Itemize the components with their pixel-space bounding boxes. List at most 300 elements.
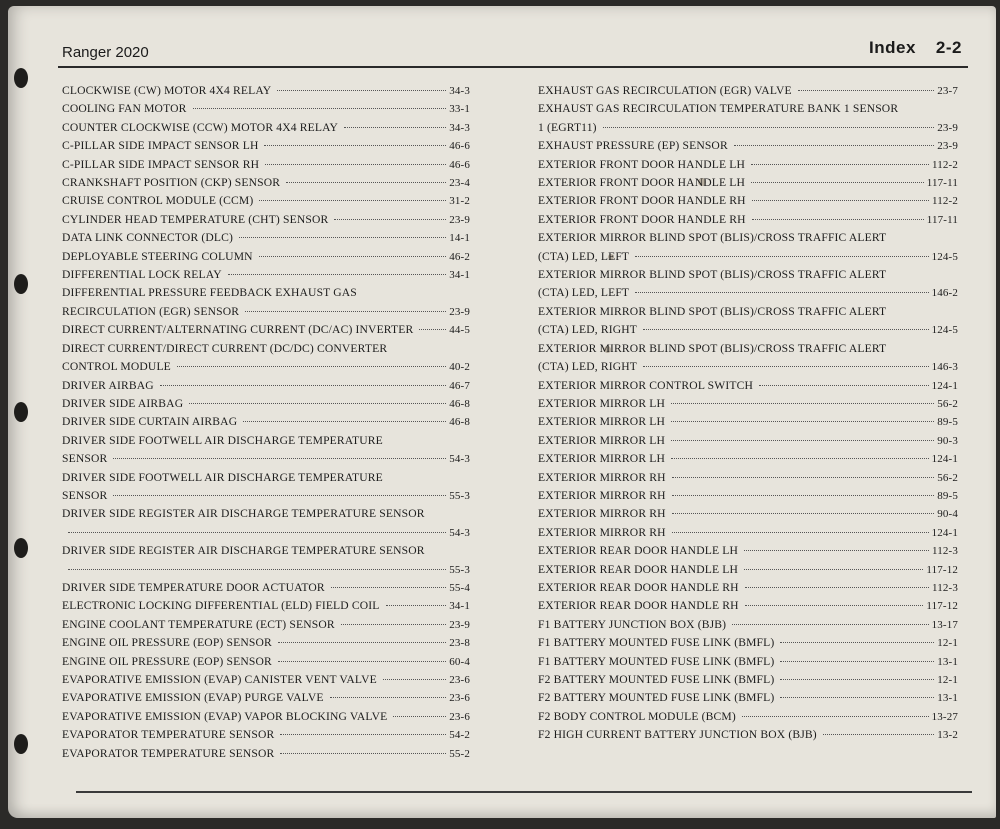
entry-name: F1 BATTERY MOUNTED FUSE LINK (BMFL) (538, 654, 775, 668)
leader-dots (603, 127, 935, 128)
page-header (58, 38, 978, 66)
entry-page-reference: 117-11 (926, 213, 958, 226)
entry-name: EVAPORATOR TEMPERATURE SENSOR (62, 746, 275, 760)
index-entry (62, 156, 470, 174)
entry-page-reference: 146-2 (931, 287, 958, 300)
binding-hole (14, 68, 28, 88)
entry-page-reference: 112-2 (931, 195, 958, 208)
index-entry (62, 377, 470, 395)
entry-title-line: DRIVER SIDE REGISTER AIR DISCHARGE TEMPERATURE SENSOR (62, 507, 425, 521)
leader-dots (280, 734, 446, 735)
index-entry (538, 689, 958, 707)
entry-page-reference: 31-2 (449, 195, 470, 208)
entry-name: EXTERIOR REAR DOOR HANDLE LH (538, 562, 738, 576)
leader-dots (671, 403, 934, 404)
leader-dots (334, 219, 446, 220)
entry-title-line: DIRECT CURRENT/DIRECT CURRENT (DC/DC) CONVERTER (62, 341, 388, 355)
entry-page-reference: 40-2 (449, 361, 470, 374)
leader-dots (68, 569, 446, 570)
index-entry (538, 211, 958, 229)
entry-row (538, 653, 958, 671)
entry-page-reference: 55-4 (449, 581, 470, 594)
leader-dots (189, 403, 446, 404)
entry-name: F1 BATTERY JUNCTION BOX (BJB) (538, 617, 727, 631)
entry-name: F2 BATTERY MOUNTED FUSE LINK (BMFL) (538, 691, 775, 705)
leader-dots (744, 569, 923, 570)
entry-page-reference: 33-1 (449, 103, 470, 116)
index-entry (538, 542, 958, 560)
entry-page-reference: 54-3 (449, 526, 470, 539)
leader-dots (259, 200, 446, 201)
entry-row (62, 156, 470, 174)
entry-page-reference: 117-11 (926, 177, 958, 190)
entry-name: CYLINDER HEAD TEMPERATURE (CHT) SENSOR (62, 212, 329, 226)
leader-dots (286, 182, 446, 183)
entry-title-line: EXTERIOR MIRROR BLIND SPOT (BLIS)/CROSS TRAFFIC ALERT (538, 341, 887, 355)
entry-name: CRANKSHAFT POSITION (CKP) SENSOR (62, 176, 281, 190)
entry-row (538, 505, 958, 523)
leader-dots (113, 495, 446, 496)
entry-row (538, 192, 958, 210)
vehicle-title: Ranger 2020 (62, 44, 149, 61)
entry-page-reference: 46-6 (449, 158, 470, 171)
entry-row (538, 487, 958, 505)
index-entry (62, 248, 470, 266)
entry-page-reference: 46-6 (449, 140, 470, 153)
entry-name: DIFFERENTIAL LOCK RELAY (62, 268, 222, 282)
entry-name: ELECTRONIC LOCKING DIFFERENTIAL (ELD) FIELD COIL (62, 599, 380, 613)
entry-name: EXTERIOR MIRROR LH (538, 415, 666, 429)
index-entry (538, 487, 958, 505)
entry-name: (CTA) LED, LEFT (538, 249, 630, 263)
index-entry (62, 192, 470, 210)
index-entry (62, 689, 470, 707)
entry-name: ENGINE OIL PRESSURE (EOP) SENSOR (62, 636, 272, 650)
entry-name: EXTERIOR MIRROR CONTROL SWITCH (538, 378, 754, 392)
entry-page-reference: 12-1 (937, 674, 958, 686)
entry-row (538, 395, 958, 413)
entry-name: EXTERIOR MIRROR LH (538, 396, 666, 410)
index-entry (62, 726, 470, 744)
leader-dots (752, 200, 929, 201)
index-entry (538, 671, 958, 689)
index-entry (538, 229, 958, 266)
entry-page-reference: 89-5 (937, 489, 958, 502)
entry-row (538, 726, 958, 744)
entry-page-reference: 23-7 (937, 85, 958, 97)
section-name: Index (869, 38, 916, 57)
index-entry (538, 156, 958, 174)
index-entry (538, 192, 958, 210)
entry-row (538, 156, 958, 174)
index-entry (538, 100, 958, 137)
leader-dots (751, 182, 924, 183)
index-entry (538, 524, 958, 542)
entry-name: CONTROL MODULE (62, 360, 171, 374)
leader-dots (752, 219, 924, 220)
index-entry (538, 303, 958, 340)
entry-page-reference: 13-1 (937, 692, 958, 705)
leader-dots (780, 679, 934, 680)
leader-dots (745, 587, 929, 588)
entry-row (62, 689, 470, 707)
entry-name: F1 BATTERY MOUNTED FUSE LINK (BMFL) (538, 636, 775, 650)
entry-name: (CTA) LED, RIGHT (538, 360, 638, 374)
right-index-column (538, 82, 958, 745)
entry-name: DIRECT CURRENT/ALTERNATING CURRENT (DC/AC) INVERTER (62, 323, 414, 337)
leader-dots (228, 274, 446, 275)
entry-page-reference: 90-4 (937, 508, 958, 521)
entry-page-reference: 112-2 (931, 158, 958, 171)
entry-row (538, 321, 958, 339)
entry-page-reference: 117-12 (926, 600, 958, 613)
entry-name: COOLING FAN MOTOR (62, 102, 187, 116)
entry-page-reference: 124-5 (931, 250, 958, 263)
binding-hole (14, 538, 28, 558)
entry-name: EXTERIOR MIRROR RH (538, 488, 666, 502)
index-entry (62, 671, 470, 689)
entry-name: EXTERIOR MIRROR RH (538, 525, 666, 539)
entry-page-reference: 13-27 (931, 710, 958, 723)
entry-row (538, 689, 958, 707)
header-rule (58, 66, 968, 68)
binding-hole (14, 274, 28, 294)
leader-dots (341, 624, 447, 625)
entry-name: EXTERIOR MIRROR LH (538, 452, 666, 466)
index-entry (62, 100, 470, 118)
entry-name: EXTERIOR MIRROR RH (538, 470, 666, 484)
entry-page-reference: 23-9 (449, 618, 470, 631)
entry-page-reference: 23-8 (449, 637, 470, 650)
entry-name: EXTERIOR FRONT DOOR HANDLE LH (538, 176, 746, 190)
entry-page-reference: 60-4 (449, 655, 470, 668)
entry-page-reference: 34-3 (449, 85, 470, 97)
entry-row (62, 395, 470, 413)
entry-row (538, 469, 958, 487)
leader-dots (744, 550, 929, 551)
leader-dots (745, 605, 924, 606)
index-entry (538, 726, 958, 744)
page-number: 2-2 (935, 38, 962, 57)
entry-page-reference: 34-3 (449, 121, 470, 134)
leader-dots (239, 237, 446, 238)
index-entry (62, 745, 470, 763)
leader-dots (278, 642, 446, 643)
entry-row (62, 377, 470, 395)
entry-row (538, 432, 958, 450)
entry-page-reference: 54-3 (449, 453, 470, 466)
entry-title-line: EXTERIOR MIRROR BLIND SPOT (BLIS)/CROSS TRAFFIC ALERT (538, 304, 887, 318)
entry-page-reference: 55-3 (449, 563, 470, 576)
index-entry (538, 340, 958, 377)
leader-dots (193, 108, 447, 109)
entry-row (62, 248, 470, 266)
index-entry (538, 653, 958, 671)
index-entry (538, 469, 958, 487)
entry-page-reference: 12-1 (937, 637, 958, 650)
leader-dots (160, 385, 446, 386)
entry-row (62, 137, 470, 155)
leader-dots (344, 127, 446, 128)
entry-name: EVAPORATIVE EMISSION (EVAP) PURGE VALVE (62, 691, 324, 705)
entry-page-reference: 44-5 (449, 324, 470, 337)
entry-name: F2 BODY CONTROL MODULE (BCM) (538, 709, 736, 723)
leader-dots (751, 164, 929, 165)
binding-hole (14, 734, 28, 754)
entry-row (538, 597, 958, 615)
index-entry (62, 634, 470, 652)
entry-row (62, 597, 470, 615)
leader-dots (734, 145, 934, 146)
entry-row (538, 579, 958, 597)
entry-title-line: DRIVER SIDE FOOTWELL AIR DISCHARGE TEMPERATURE (62, 470, 383, 484)
leader-dots (672, 477, 935, 478)
entry-page-reference: 34-1 (449, 269, 470, 282)
index-entry (62, 432, 470, 469)
entry-row (62, 524, 470, 542)
entry-row (538, 450, 958, 468)
index-entry (62, 469, 470, 506)
entry-name: F2 HIGH CURRENT BATTERY JUNCTION BOX (BJB) (538, 728, 817, 742)
entry-name: ENGINE COOLANT TEMPERATURE (ECT) SENSOR (62, 617, 335, 631)
entry-page-reference: 23-6 (449, 674, 470, 686)
entry-page-reference: 23-6 (449, 710, 470, 723)
entry-name: DRIVER SIDE CURTAIN AIRBAG (62, 415, 238, 429)
leader-dots (672, 532, 929, 533)
leader-dots (331, 587, 446, 588)
entry-page-reference: 13-1 (937, 655, 958, 668)
leader-dots (177, 366, 446, 367)
entry-row (62, 487, 470, 505)
leader-dots (259, 256, 447, 257)
entry-row (538, 616, 958, 634)
entry-row (538, 708, 958, 726)
leader-dots (635, 256, 928, 257)
index-entry (538, 377, 958, 395)
entry-page-reference: 117-12 (926, 563, 958, 576)
entry-row (538, 358, 958, 376)
index-entry (62, 340, 470, 377)
index-entry (538, 432, 958, 450)
entry-name: SENSOR (62, 452, 108, 466)
entry-page-reference: 23-9 (449, 213, 470, 226)
index-entry (538, 266, 958, 303)
leader-dots (393, 716, 446, 717)
entry-row (62, 726, 470, 744)
leader-dots (277, 90, 446, 91)
entry-row (62, 321, 470, 339)
leader-dots (671, 458, 929, 459)
entry-name: EXTERIOR MIRROR LH (538, 433, 666, 447)
entry-page-reference: 34-1 (449, 600, 470, 613)
leader-dots (243, 421, 446, 422)
entry-row (538, 634, 958, 652)
entry-row (538, 542, 958, 560)
index-entry (62, 119, 470, 137)
entry-row (62, 100, 470, 118)
entry-row (62, 413, 470, 431)
entry-name: EXTERIOR MIRROR RH (538, 507, 666, 521)
entry-name: ENGINE OIL PRESSURE (EOP) SENSOR (62, 654, 272, 668)
index-entry (538, 174, 958, 192)
entry-row (62, 119, 470, 137)
index-entry (62, 321, 470, 339)
entry-row (62, 745, 470, 763)
leader-dots (780, 642, 934, 643)
leader-dots (672, 495, 935, 496)
entry-name: DRIVER SIDE AIRBAG (62, 396, 184, 410)
entry-name: EXTERIOR FRONT DOOR HANDLE RH (538, 194, 746, 208)
leader-dots (383, 679, 446, 680)
entry-name: EVAPORATIVE EMISSION (EVAP) CANISTER VENT VALVE (62, 673, 377, 686)
entry-name: EXTERIOR REAR DOOR HANDLE LH (538, 544, 738, 558)
left-index-column (62, 82, 470, 763)
entry-page-reference: 124-1 (931, 526, 958, 539)
leader-dots (780, 661, 934, 662)
index-entry (62, 229, 470, 247)
index-entry (538, 597, 958, 615)
entry-row (62, 358, 470, 376)
entry-row (538, 377, 958, 395)
index-entry (538, 395, 958, 413)
entry-row (62, 708, 470, 726)
leader-dots (742, 716, 929, 717)
entry-row (62, 82, 470, 100)
entry-page-reference: 23-4 (449, 177, 470, 190)
index-entry (62, 266, 470, 284)
entry-row (62, 266, 470, 284)
leader-dots (732, 624, 928, 625)
entry-name: CLOCKWISE (CW) MOTOR 4X4 RELAY (62, 84, 272, 97)
index-entry (62, 597, 470, 615)
leader-dots (635, 292, 928, 293)
index-entry (62, 616, 470, 634)
index-entry (538, 82, 958, 100)
entry-row (538, 174, 958, 192)
index-entry (538, 505, 958, 523)
index-entry (538, 413, 958, 431)
entry-name: EXTERIOR REAR DOOR HANDLE RH (538, 599, 739, 613)
index-entry (62, 82, 470, 100)
entry-page-reference: 54-2 (449, 729, 470, 742)
binding-hole (14, 402, 28, 422)
entry-row (62, 671, 470, 689)
entry-row (538, 671, 958, 689)
entry-row (538, 119, 958, 137)
entry-row (538, 137, 958, 155)
entry-name: F2 BATTERY MOUNTED FUSE LINK (BMFL) (538, 673, 775, 686)
index-entry (538, 579, 958, 597)
entry-page-reference: 55-2 (449, 747, 470, 760)
entry-name: RECIRCULATION (EGR) SENSOR (62, 304, 240, 318)
entry-page-reference: 23-9 (937, 140, 958, 153)
entry-title-line: DRIVER SIDE FOOTWELL AIR DISCHARGE TEMPERATURE (62, 433, 383, 447)
entry-row (538, 561, 958, 579)
leader-dots (643, 329, 929, 330)
index-entry (62, 413, 470, 431)
entry-page-reference: 55-3 (449, 489, 470, 502)
entry-page-reference: 46-8 (449, 397, 470, 410)
entry-name: C-PILLAR SIDE IMPACT SENSOR RH (62, 157, 260, 171)
entry-title-line: DIFFERENTIAL PRESSURE FEEDBACK EXHAUST GAS (62, 286, 357, 300)
entry-page-reference: 124-1 (931, 453, 958, 466)
entry-page-reference: 146-3 (931, 361, 958, 374)
entry-page-reference: 56-2 (937, 471, 958, 484)
entry-page-reference: 14-1 (449, 232, 470, 245)
index-entry (538, 616, 958, 634)
entry-page-reference: 23-9 (937, 121, 958, 134)
leader-dots (113, 458, 446, 459)
index-entry (62, 137, 470, 155)
index-entry (62, 579, 470, 597)
index-entry (538, 561, 958, 579)
leader-dots (780, 697, 934, 698)
entry-name: EXTERIOR FRONT DOOR HANDLE LH (538, 157, 746, 171)
entry-name: DATA LINK CONNECTOR (DLC) (62, 231, 234, 245)
entry-page-reference: 23-6 (449, 692, 470, 705)
entry-row (62, 653, 470, 671)
entry-name: EVAPORATIVE EMISSION (EVAP) VAPOR BLOCKING VALVE (62, 709, 388, 723)
entry-row (62, 192, 470, 210)
entry-name: C-PILLAR SIDE IMPACT SENSOR LH (62, 139, 259, 153)
entry-name: DRIVER SIDE TEMPERATURE DOOR ACTUATOR (62, 580, 325, 594)
leader-dots (68, 532, 446, 533)
index-entry (538, 708, 958, 726)
index-entry (62, 284, 470, 321)
entry-name: (CTA) LED, LEFT (538, 286, 630, 300)
entry-title-line: EXTERIOR MIRROR BLIND SPOT (BLIS)/CROSS TRAFFIC ALERT (538, 268, 887, 282)
entry-name: DRIVER AIRBAG (62, 378, 154, 392)
entry-page-reference: 112-3 (931, 581, 958, 594)
entry-row (538, 82, 958, 100)
entry-page-reference: 89-5 (937, 416, 958, 429)
entry-name: COUNTER CLOCKWISE (CCW) MOTOR 4X4 RELAY (62, 120, 339, 134)
entry-title-line: EXTERIOR MIRROR BLIND SPOT (BLIS)/CROSS TRAFFIC ALERT (538, 231, 887, 245)
entry-row (538, 284, 958, 302)
index-entry (62, 211, 470, 229)
leader-dots (280, 753, 446, 754)
leader-dots (671, 440, 934, 441)
entry-page-reference: 56-2 (937, 397, 958, 410)
index-entry (538, 137, 958, 155)
entry-name: EXTERIOR REAR DOOR HANDLE RH (538, 580, 739, 594)
entry-title-line: EXHAUST GAS RECIRCULATION TEMPERATURE BANK 1 SENSOR (538, 102, 899, 116)
leader-dots (823, 734, 934, 735)
entry-name: 1 (EGRT11) (538, 120, 597, 134)
entry-name: EXHAUST GAS RECIRCULATION (EGR) VALVE (538, 84, 792, 97)
entry-page-reference: 13-17 (931, 618, 958, 631)
entry-row (62, 616, 470, 634)
leader-dots (245, 311, 446, 312)
entry-page-reference: 23-9 (449, 305, 470, 318)
entry-row (538, 524, 958, 542)
leader-dots (278, 661, 446, 662)
entry-page-reference: 46-7 (449, 379, 470, 392)
entry-page-reference: 112-3 (931, 545, 958, 558)
entry-row (62, 174, 470, 192)
entry-page-reference: 90-3 (937, 434, 958, 447)
entry-row (538, 248, 958, 266)
index-entry (62, 505, 470, 542)
entry-name: CRUISE CONTROL MODULE (CCM) (62, 194, 254, 208)
entry-row (538, 413, 958, 431)
index-entry (62, 174, 470, 192)
index-entry (62, 395, 470, 413)
entry-page-reference: 124-1 (931, 379, 958, 392)
leader-dots (672, 513, 935, 514)
entry-row (62, 579, 470, 597)
entry-row (62, 561, 470, 579)
